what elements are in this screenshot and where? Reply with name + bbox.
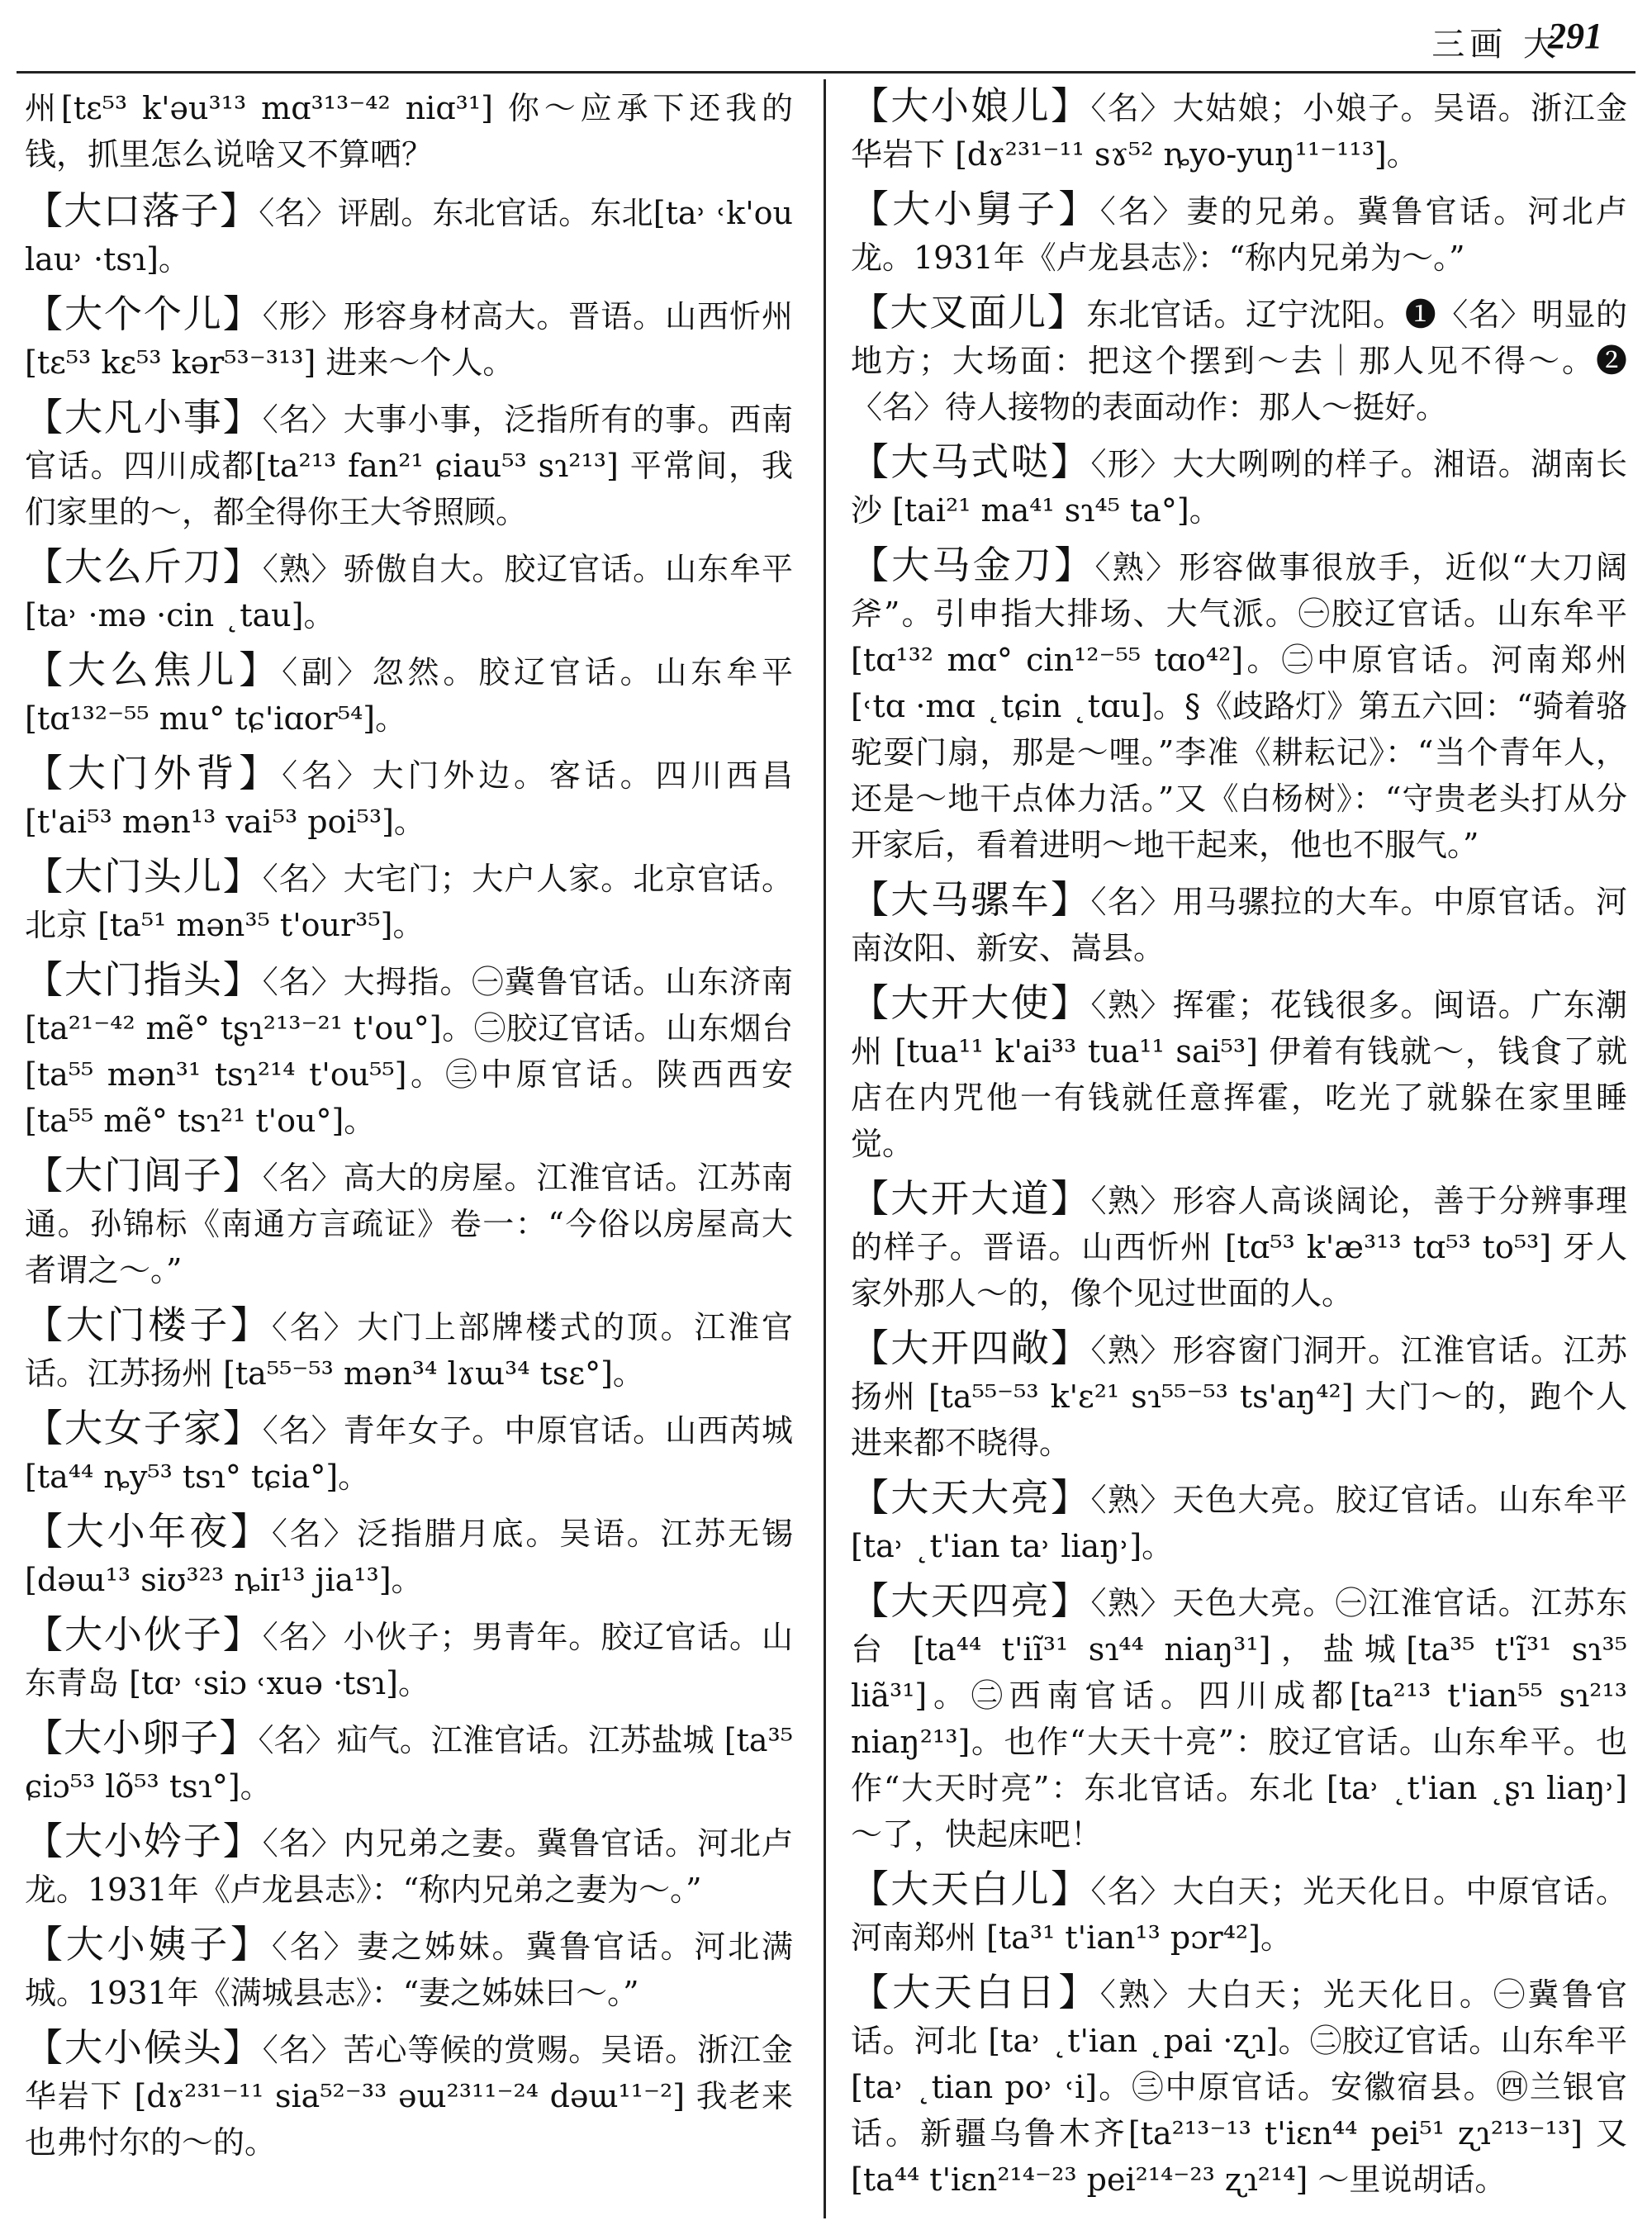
dictionary-entry bbox=[851, 289, 1627, 430]
entry-headword: 【大小候头】 bbox=[25, 2025, 263, 2070]
dictionary-entry bbox=[851, 1175, 1627, 1317]
entry-body: 〈熟〉天色大亮。胶辽官话。山东牟平 [ta˒ ˛t'ian ta˒ liaŋ˒]。 bbox=[851, 1482, 1627, 1564]
dictionary-entry bbox=[25, 1405, 793, 1500]
entry-headword: 【大小妗子】 bbox=[25, 1819, 263, 1863]
entry-headword: 【大门闾子】 bbox=[25, 1153, 263, 1198]
dictionary-entry bbox=[851, 980, 1627, 1167]
entry-body: 〈名〉泛指腊月底。吴语。江苏无锡 [dəɯ¹³ siʊ³²³ ȵiɪ¹³ jia¹³]。 bbox=[25, 1516, 793, 1598]
entry-headword: 【大小年夜】 bbox=[25, 1509, 272, 1554]
entry-headword: 【大门头儿】 bbox=[25, 854, 263, 899]
entry-headword: 【大开四敞】 bbox=[851, 1326, 1091, 1370]
dictionary-entry bbox=[851, 439, 1627, 534]
entry-body: 〈名〉大事小事，泛指所有的事。西南官话。四川成都[ta²¹³ fan²¹ ɕiau⁵³ sɿ²¹³] 平常间，我们家里的～，都全得你王大爷照顾。 bbox=[25, 401, 793, 530]
entry-headword: 【大门楼子】 bbox=[25, 1302, 272, 1347]
dictionary-entry bbox=[25, 1152, 793, 1293]
entry-headword: 【大马式哒】 bbox=[851, 439, 1091, 484]
entry-body: 〈名〉大门外边。客话。四川西昌 [t'ai⁵³ mən¹³ vai⁵³ poi⁵³]。 bbox=[25, 757, 794, 840]
dictionary-entry bbox=[25, 750, 793, 845]
dictionary-entry bbox=[25, 1508, 793, 1603]
entry-body: 〈熟〉骄傲自大。胶辽官话。山东牟平 [ta˒ ·mə ·cin ˛tau]。 bbox=[25, 551, 793, 633]
dictionary-entry bbox=[25, 291, 793, 386]
dictionary-entry bbox=[851, 1474, 1627, 1569]
entry-body: 〈熟〉形容窗门洞开。江淮官话。江苏扬州 [ta⁵⁵⁻⁵³ k'ɛ²¹ sɿ⁵⁵⁻⁵³ ts'aŋ⁴²] 大门～的，跑个人进来都不晓得。 bbox=[851, 1332, 1627, 1461]
dictionary-entry bbox=[25, 1302, 793, 1397]
dictionary-entry bbox=[25, 1611, 793, 1706]
entry-body: 〈名〉妻的兄弟。冀鲁官话。河北卢龙。1931年《卢龙县志》：“称内兄弟为～。” bbox=[851, 193, 1627, 276]
entry-body: 〈名〉大宅门；大户人家。北京官话。北京 [ta⁵¹ mən³⁵ t'our³⁵]。 bbox=[25, 861, 793, 943]
entry-body: 〈名〉苦心等候的赏赐。吴语。浙江金华岩下 [dɤ²³¹⁻¹¹ sia⁵²⁻³³ əɯ²³¹¹⁻²⁴ dəɯ¹¹⁻²] 我老来也弗忖尔的～的。 bbox=[25, 2032, 793, 2161]
entry-headword: 【大马金刀】 bbox=[851, 543, 1095, 587]
entry-headword: 【大个个儿】 bbox=[25, 292, 263, 336]
dictionary-entry bbox=[851, 1866, 1627, 1961]
entry-body: 〈名〉大姑娘；小娘子。吴语。浙江金华岩下 [dɤ²³¹⁻¹¹ sɤ⁵² ȵyo-yuŋ¹¹⁻¹¹³]。 bbox=[851, 90, 1627, 173]
entry-headword: 【大马骡车】 bbox=[851, 877, 1091, 922]
dictionary-entry bbox=[25, 2024, 793, 2166]
entry-headword: 【大口落子】 bbox=[25, 188, 259, 233]
entry-body: 〈名〉用马骡拉的大车。中原官话。河南汝阳、新安、嵩县。 bbox=[851, 884, 1627, 966]
entry-body: 〈熟〉形容做事很放手，近似“大刀阔斧”。引申指大排场、大气派。㊀胶辽官话。山东牟平 [tɑ¹³² mɑ° cin¹²⁻⁵⁵ tɑo⁴²]。㊁中原官话。河南郑州 [˓tɑ ·mɑ ˛tɕin ˛tɑu]。§《歧路灯》第五六回：“骑着骆驼耍门扇，那是～哩。”李准《耕耘记》：“当个青年人，还是～地干点体力活。”又《白杨树》：“守贵老头打从分开家后，看着进明～地干起来，他也不服气。” bbox=[851, 549, 1628, 863]
dictionary-entry bbox=[851, 1325, 1627, 1466]
dictionary-entry bbox=[25, 853, 793, 948]
column-divider bbox=[824, 79, 826, 2218]
entry-headword: 【大门外背】 bbox=[25, 751, 282, 795]
dictionary-entry bbox=[25, 1818, 793, 1913]
dictionary-entry bbox=[851, 1969, 1627, 2203]
dictionary-entry bbox=[25, 1715, 793, 1810]
entry-headword: 【大叉面儿】 bbox=[851, 290, 1087, 334]
page-number: 291 bbox=[1548, 16, 1602, 56]
right-column bbox=[851, 83, 1627, 2211]
entry-body: 〈名〉青年女子。中原官话。山西芮城 [ta⁴⁴ ȵy⁵³ tsɿ° tɕia°]。 bbox=[25, 1412, 793, 1495]
left-column bbox=[25, 83, 793, 2174]
entry-headword: 【大天四亮】 bbox=[851, 1578, 1091, 1623]
entry-body: 〈熟〉形容人高谈阔论，善于分辨事理的样子。晋语。山西忻州 [tɑ⁵³ k'æ³¹³ tɑ⁵³ to⁵³] 牙人家外那人～的，像个见过世面的人。 bbox=[851, 1183, 1627, 1312]
entry-headword: 【大女子家】 bbox=[25, 1406, 263, 1450]
entry-headword: 【大天白儿】 bbox=[851, 1867, 1091, 1911]
dictionary-entry bbox=[25, 543, 793, 638]
entry-headword: 【大开大使】 bbox=[851, 980, 1091, 1025]
dictionary-entry bbox=[25, 647, 793, 742]
page-header bbox=[0, 0, 1652, 83]
entry-body: 〈名〉评剧。东北官话。东北[ta˒ ˓k'ou lau˒ ·tsɿ]。 bbox=[25, 195, 794, 278]
entry-body: 〈熟〉天色大亮。㊀江淮官话。江苏东台 [ta⁴⁴ t'iĩ³¹ sɿ⁴⁴ niaŋ³¹]，盐城[ta³⁵ t'ĩ³¹ sɿ³⁵ liã³¹]。㊁西南官话。四川成都[ta²¹³ t'ian⁵⁵ sɿ²¹³ niaŋ²¹³]。也作“大天十亮”：胶辽官话。山东牟平。也作“大天时亮”：东北官话。东北 [ta˒ ˛t'ian ˛ʂɿ liaŋ˒] ～了，快起床吧！ bbox=[851, 1585, 1627, 1853]
dictionary-entry bbox=[25, 394, 793, 535]
entry-headword: 【大开大道】 bbox=[851, 1176, 1091, 1221]
entry-body: 〈名〉大拇指。㊀冀鲁官话。山东济南 [ta²¹⁻⁴² mẽ° tʂɿ²¹³⁻²¹ t'ou°]。㊁胶辽官话。山东烟台 [ta⁵⁵ mən³¹ tsɿ²¹⁴ t'ou⁵⁵]。㊂中原官话。陕西西安 [ta⁵⁵ mẽ° tsɿ²¹ t'ou°]。 bbox=[25, 964, 793, 1139]
entry-headword: 【大小伙子】 bbox=[25, 1612, 263, 1657]
entry-body: 〈副〉忽然。胶辽官话。山东牟平[tɑ¹³²⁻⁵⁵ mu° tɕ'iɑor⁵⁴]。 bbox=[25, 654, 794, 737]
entry-body: 东北官话。辽宁沈阳。❶〈名〉明显的地方；大场面：把这个摆到～去｜那人见不得～。❷〈名〉待人接物的表面动作：那人～挺好。 bbox=[851, 297, 1627, 425]
entry-body: 州[tɛ⁵³ k'əu³¹³ mɑ³¹³⁻⁴² niɑ³¹] 你～应承下还我的钱，抓里怎么说啥又不算哂？ bbox=[25, 90, 793, 173]
entry-headword: 【大天白日】 bbox=[851, 1970, 1100, 2014]
dictionary-entry bbox=[851, 186, 1627, 281]
entry-headword: 【大小姨子】 bbox=[25, 1922, 272, 1967]
entry-headword: 【大凡小事】 bbox=[25, 395, 263, 439]
entry-headword: 【大门指头】 bbox=[25, 957, 263, 1002]
section-heading: 三画 大 bbox=[1431, 26, 1561, 64]
entry-body: 〈名〉内兄弟之妻。冀鲁官话。河北卢龙。1931年《卢龙县志》：“称内兄弟之妻为～。” bbox=[25, 1825, 793, 1908]
entry-headword: 【大天大亮】 bbox=[851, 1475, 1091, 1520]
entry-body: 〈名〉大门上部牌楼式的顶。江淮官话。江苏扬州 [ta⁵⁵⁻⁵³ mən³⁴ lɤɯ³⁴ tsɛ°]。 bbox=[25, 1309, 793, 1392]
entry-body: 〈名〉高大的房屋。江淮官话。江苏南通。孙锦标《南通方言疏证》卷一：“今俗以房屋高大者谓之～。” bbox=[25, 1160, 793, 1288]
dictionary-entry bbox=[25, 187, 793, 282]
dictionary-entry bbox=[851, 542, 1627, 868]
entry-body: 〈熟〉挥霍；花钱很多。闽语。广东潮州 [tua¹¹ k'ai³³ tua¹¹ sai⁵³] 伊着有钱就～，钱食了就店在内咒他一有钱就任意挥霍，吃光了就躲在家里睡觉。 bbox=[851, 987, 1627, 1162]
entry-body: 〈名〉疝气。江淮官话。江苏盐城 [ta³⁵ ɕiɔ⁵³ lõ⁵³ tsɿ°]。 bbox=[25, 1722, 793, 1805]
entry-body: 〈名〉小伙子；男青年。胶辽官话。山东青岛 [tɑ˒ ˓siɔ ˓xuə ·tsɿ]。 bbox=[25, 1619, 793, 1701]
header-rule bbox=[17, 71, 1635, 74]
entry-body: 〈熟〉大白天；光天化日。㊀冀鲁官话。河北 [ta˒ ˛t'ian ˛pai ·ʐɿ]。㊁胶辽官话。山东牟平 [ta˒ ˛tian po˒ ˓i]。㊂中原官话。安徽宿县。㊃兰银官话。新疆乌鲁木齐[ta²¹³⁻¹³ t'iɛn⁴⁴ pei⁵¹ ʐɿ²¹³⁻¹³] 又 [ta⁴⁴ t'iɛn²¹⁴⁻²³ pei²¹⁴⁻²³ ʐɿ²¹⁴] ～里说胡话。 bbox=[851, 1976, 1627, 2198]
entry-body: 〈名〉妻之姊妹。冀鲁官话。河北满城。1931年《满城县志》：“妻之姊妹曰～。” bbox=[25, 1929, 793, 2011]
dictionary-entry bbox=[25, 83, 793, 178]
dictionary-entry bbox=[851, 876, 1627, 971]
entry-body: 〈名〉大白天；光天化日。中原官话。河南郑州 [ta³¹ t'ian¹³ pɔr⁴²]。 bbox=[851, 1873, 1627, 1956]
dictionary-entry bbox=[25, 1921, 793, 2016]
entry-headword: 【大么焦儿】 bbox=[25, 648, 282, 692]
entry-body: 〈形〉大大咧咧的样子。湘语。湖南长沙 [tai²¹ ma⁴¹ sɿ⁴⁵ ta°]。 bbox=[851, 446, 1627, 529]
dictionary-entry bbox=[851, 83, 1627, 178]
entry-headword: 【大小舅子】 bbox=[851, 187, 1100, 231]
dictionary-entry bbox=[25, 956, 793, 1144]
dictionary-entry bbox=[851, 1578, 1627, 1858]
entry-headword: 【大么斤刀】 bbox=[25, 544, 263, 589]
entry-headword: 【大小卵子】 bbox=[25, 1715, 259, 1760]
entry-body: 〈形〉形容身材高大。晋语。山西忻州 [tɛ⁵³ kɛ⁵³ kər⁵³⁻³¹³] 进来～个人。 bbox=[25, 298, 793, 381]
entry-headword: 【大小娘儿】 bbox=[851, 83, 1091, 128]
